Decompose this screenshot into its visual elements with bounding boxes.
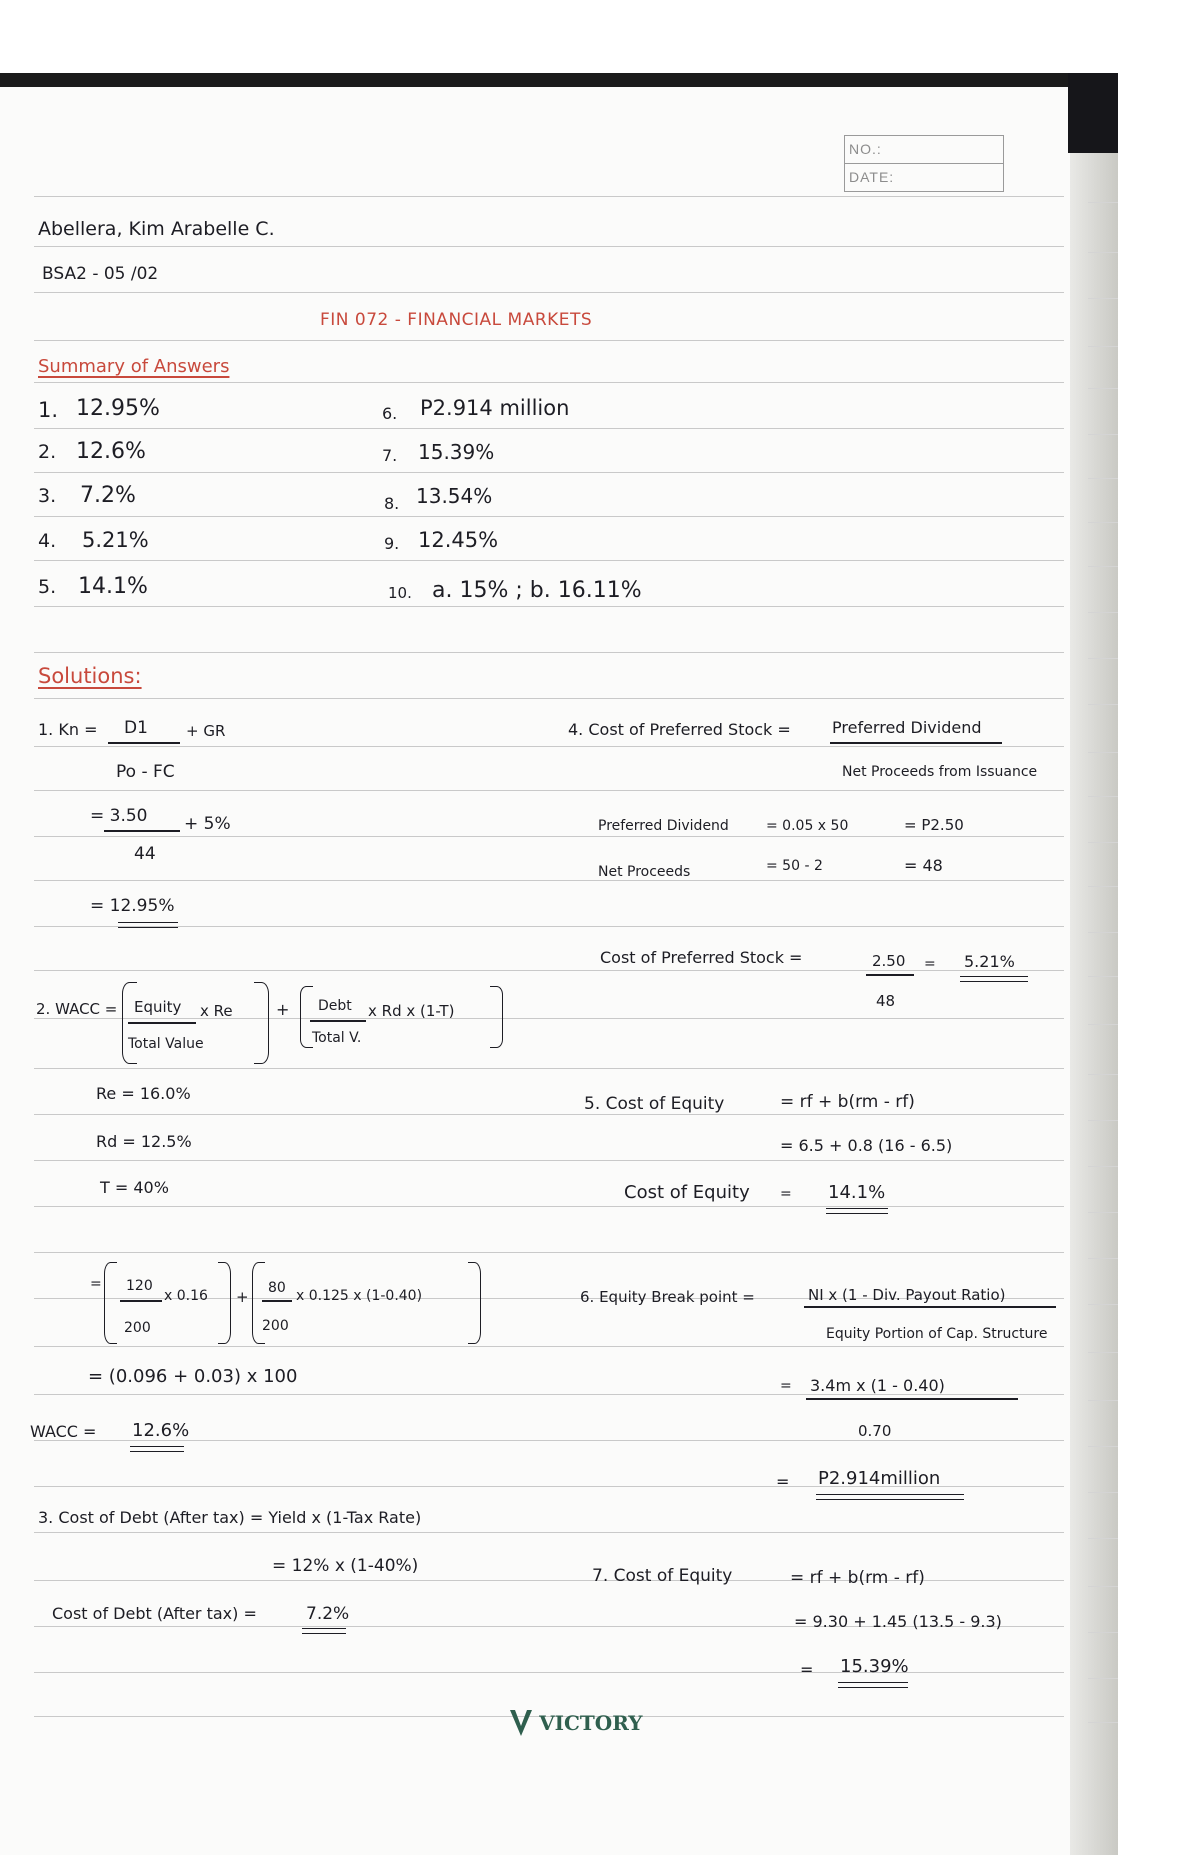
- solutions-title: Solutions:: [38, 664, 142, 688]
- ruled-line-edge: [1088, 1212, 1118, 1213]
- s6-step-numerator: 3.4m x (1 - 0.40): [810, 1376, 945, 1395]
- course-title: FIN 072 - FINANCIAL MARKETS: [320, 310, 593, 330]
- ruled-line-edge: [1088, 1492, 1118, 1493]
- ruled-line: [34, 1346, 1064, 1347]
- ruled-line: [34, 1206, 1064, 1207]
- s2-t: T = 40%: [100, 1178, 169, 1197]
- ruled-line: [34, 560, 1064, 561]
- s5-result-label: Cost of Equity: [624, 1182, 750, 1203]
- ruled-line: [34, 292, 1064, 293]
- s2-sub-eq-den: 200: [124, 1320, 151, 1336]
- s2-debt-mult: x Rd x (1-T): [368, 1002, 455, 1020]
- ruled-line-edge: [1088, 434, 1118, 435]
- summary-item-answer: 7.2%: [80, 483, 136, 508]
- s2-debt-bar: [310, 1020, 366, 1022]
- s1-step-denominator: 44: [134, 844, 156, 864]
- ruled-line-edge: [1088, 886, 1118, 887]
- ruled-line-edge: [1088, 932, 1118, 933]
- s3-line2: = 12% x (1-40%): [272, 1556, 419, 1576]
- ruled-line-edge: [1088, 1400, 1118, 1401]
- ruled-line-edge: [1088, 566, 1118, 567]
- ruled-line: [34, 428, 1064, 429]
- ruled-line: [34, 472, 1064, 473]
- ruled-line: [34, 1672, 1064, 1673]
- scan-corner: [1068, 73, 1118, 153]
- s2-sub-paren-left-1: [104, 1262, 117, 1344]
- s5-double-underline: [826, 1208, 888, 1214]
- ruled-line-edge: [1088, 346, 1118, 347]
- ruled-line: [34, 1532, 1064, 1533]
- s4-np-result: = 48: [904, 856, 943, 875]
- s6-step-eq: =: [780, 1378, 792, 1394]
- s2-sub-plus: +: [236, 1288, 249, 1306]
- summary-item-answer: 15.39%: [418, 440, 495, 464]
- s7-formula: = rf + b(rm - rf): [790, 1568, 925, 1588]
- ruled-line: [34, 926, 1064, 927]
- s7-result-eq: =: [800, 1660, 814, 1679]
- s3-result-label: Cost of Debt (After tax) =: [52, 1604, 257, 1623]
- s2-plus: +: [276, 1000, 290, 1019]
- ruled-line: [34, 1160, 1064, 1161]
- ruled-line: [34, 606, 1064, 607]
- s4-final-den: 48: [876, 992, 896, 1010]
- s2-sub-debt-bar: [262, 1300, 292, 1302]
- victory-v-icon: [508, 1708, 534, 1738]
- ruled-line: [34, 652, 1064, 653]
- ruled-line: [34, 1068, 1064, 1069]
- page-edge-shadow: [1070, 73, 1118, 1855]
- ruled-line-edge: [1088, 1352, 1118, 1353]
- s6-fraction-bar: [804, 1306, 1056, 1308]
- s2-result-label: WACC =: [30, 1422, 97, 1441]
- s1-step-fraction-bar: [104, 830, 180, 832]
- s2-paren-right-2: [490, 986, 503, 1048]
- s5-formula: = rf + b(rm - rf): [780, 1092, 915, 1112]
- s2-sub-debt-mult: x 0.125 x (1-0.40): [296, 1288, 423, 1304]
- ruled-line-edge: [1088, 1074, 1118, 1075]
- s4-denominator: Net Proceeds from Issuance: [842, 764, 1038, 780]
- ruled-line-edge: [1088, 1632, 1118, 1633]
- s4-final-result: 5.21%: [964, 952, 1015, 971]
- s7-result: 15.39%: [840, 1656, 909, 1677]
- ruled-line-edge: [1088, 522, 1118, 523]
- s4-final-bar: [866, 974, 914, 976]
- ruled-line-edge: [1088, 202, 1118, 203]
- s1-fraction-bar: [108, 742, 180, 744]
- s1-double-underline: [118, 922, 178, 928]
- ruled-line: [34, 382, 1064, 383]
- no-date-box: [844, 135, 1004, 192]
- ruled-line-edge: [1088, 252, 1118, 253]
- s2-equity-den: Total Value: [128, 1036, 204, 1052]
- student-name: Abellera, Kim Arabelle C.: [38, 218, 275, 240]
- s2-double-underline: [130, 1446, 184, 1452]
- summary-title: Summary of Answers: [38, 356, 230, 377]
- ruled-line-edge: [1088, 658, 1118, 659]
- s2-re: Re = 16.0%: [96, 1084, 191, 1103]
- ruled-line: [34, 246, 1064, 247]
- s2-debt-den: Total V.: [312, 1030, 362, 1046]
- victory-brand-text: VICTORY: [539, 1711, 643, 1735]
- summary-item-answer: 12.95%: [76, 396, 160, 421]
- s2-result: 12.6%: [132, 1420, 190, 1441]
- s2-sub-debt-den: 200: [262, 1318, 289, 1334]
- s2-step: = (0.096 + 0.03) x 100: [88, 1366, 298, 1387]
- s6-result: P2.914million: [818, 1468, 941, 1489]
- summary-item-answer: 12.6%: [76, 439, 146, 464]
- s1-result: = 12.95%: [90, 896, 175, 916]
- s6-numerator: NI x (1 - Div. Payout Ratio): [808, 1286, 1006, 1304]
- s3-double-underline: [302, 1628, 346, 1634]
- ruled-line-edge: [1088, 612, 1118, 613]
- ruled-line-edge: [1088, 1538, 1118, 1539]
- s6-result-eq: =: [776, 1472, 790, 1491]
- ruled-line: [34, 1252, 1064, 1253]
- ruled-line-edge: [1088, 842, 1118, 843]
- s2-sub-eq-sign: =: [90, 1276, 102, 1292]
- s2-sub-debt-num: 80: [268, 1280, 286, 1296]
- s7-sub: = 9.30 + 1.45 (13.5 - 9.3): [794, 1612, 1002, 1631]
- section: BSA2 - 05 /02: [42, 264, 159, 284]
- s2-sub-paren-right-2: [468, 1262, 481, 1344]
- s5-result: 14.1%: [828, 1182, 886, 1203]
- s1-plus-gr: + GR: [186, 722, 226, 740]
- ruled-line-edge: [1088, 1258, 1118, 1259]
- ruled-line: [34, 516, 1064, 517]
- summary-item-answer: P2.914 million: [420, 396, 570, 420]
- ruled-line: [34, 1018, 1064, 1019]
- ruled-line-edge: [1088, 1166, 1118, 1167]
- ruled-line-edge: [1088, 298, 1118, 299]
- s7-double-underline: [838, 1682, 908, 1688]
- ruled-line: [34, 970, 1064, 971]
- s1-denominator: Po - FC: [116, 762, 175, 782]
- ruled-line-edge: [1088, 1120, 1118, 1121]
- s4-double-underline: [960, 976, 1028, 982]
- ruled-line-edge: [1088, 976, 1118, 977]
- s4-pd-result: = P2.50: [904, 816, 964, 834]
- s4-numerator: Preferred Dividend: [832, 718, 982, 737]
- s2-sub-eq-num: 120: [126, 1278, 153, 1294]
- ruled-line: [34, 196, 1064, 197]
- date-label: DATE:: [845, 163, 1003, 190]
- s2-equity-mult: x Re: [200, 1002, 233, 1020]
- s1-step-plus: + 5%: [184, 814, 231, 834]
- s4-np-label: Net Proceeds: [598, 864, 691, 880]
- s4-pd-label: Preferred Dividend: [598, 818, 729, 834]
- summary-item-answer: a. 15% ; b. 16.11%: [432, 578, 642, 603]
- s2-sub-eq-bar: [120, 1300, 162, 1302]
- s1-label: 1. Kn =: [38, 720, 98, 739]
- s3-line1: 3. Cost of Debt (After tax) = Yield x (1-Tax Rate): [38, 1508, 422, 1527]
- ruled-line-edge: [1088, 1024, 1118, 1025]
- s4-final-num: 2.50: [872, 952, 906, 970]
- s2-sub-eq-mult: x 0.16: [164, 1288, 208, 1304]
- no-label: NO.:: [849, 141, 882, 157]
- s4-label: 4. Cost of Preferred Stock =: [568, 720, 791, 739]
- victory-logo: [508, 1708, 642, 1738]
- ruled-line-edge: [1088, 704, 1118, 705]
- s6-denominator: Equity Portion of Cap. Structure: [826, 1326, 1048, 1342]
- s5-label: 5. Cost of Equity: [584, 1094, 725, 1114]
- s2-equity-num: Equity: [134, 998, 182, 1016]
- ruled-line: [34, 746, 1064, 747]
- s6-label: 6. Equity Break point =: [580, 1288, 755, 1306]
- summary-item-num: 5.: [38, 576, 57, 598]
- ruled-line-edge: [1088, 1678, 1118, 1679]
- ruled-line-edge: [1088, 1304, 1118, 1305]
- s2-equity-bar: [128, 1022, 196, 1024]
- s7-label: 7. Cost of Equity: [592, 1566, 733, 1586]
- summary-item-num: 7.: [382, 446, 398, 465]
- ruled-line-edge: [1088, 478, 1118, 479]
- ruled-line-edge: [1088, 1446, 1118, 1447]
- summary-item-num: 4.: [38, 530, 57, 552]
- s6-step-denominator: 0.70: [858, 1422, 892, 1440]
- summary-item-answer: 12.45%: [418, 528, 499, 552]
- s2-rd: Rd = 12.5%: [96, 1132, 192, 1151]
- summary-item-num: 10.: [388, 584, 412, 602]
- ruled-line: [34, 1114, 1064, 1115]
- s4-final-label: Cost of Preferred Stock =: [600, 948, 803, 967]
- s4-final-eq: =: [924, 956, 936, 972]
- ruled-line-edge: [1088, 752, 1118, 753]
- ruled-line: [34, 698, 1064, 699]
- s3-result: 7.2%: [306, 1604, 350, 1624]
- scan-top-border: [0, 73, 1118, 87]
- s2-sub-paren-right-1: [218, 1262, 231, 1344]
- ruled-line: [34, 790, 1064, 791]
- summary-item-num: 8.: [384, 494, 400, 513]
- summary-item-num: 6.: [382, 404, 398, 423]
- s6-step-bar: [806, 1398, 1018, 1400]
- summary-item-num: 3.: [38, 485, 57, 507]
- s4-pd-calc: = 0.05 x 50: [766, 818, 849, 834]
- ruled-line: [34, 340, 1064, 341]
- s2-label: 2. WACC =: [36, 1000, 118, 1018]
- s4-fraction-bar: [830, 742, 1002, 744]
- summary-item-answer: 5.21%: [82, 528, 149, 552]
- summary-item-answer: 13.54%: [416, 484, 493, 508]
- summary-item-num: 2.: [38, 441, 57, 463]
- summary-item-answer: 14.1%: [78, 574, 148, 599]
- summary-item-num: 9.: [384, 534, 400, 553]
- s4-np-calc: = 50 - 2: [766, 858, 823, 874]
- s1-step-numerator: = 3.50: [90, 806, 148, 826]
- ruled-line-edge: [1088, 796, 1118, 797]
- s5-sub: = 6.5 + 0.8 (16 - 6.5): [780, 1136, 953, 1155]
- s6-double-underline: [816, 1494, 964, 1500]
- s5-result-eq: =: [780, 1186, 792, 1202]
- s2-debt-num: Debt: [318, 998, 352, 1014]
- ruled-line: [34, 836, 1064, 837]
- ruled-line-edge: [1088, 1722, 1118, 1723]
- ruled-line: [34, 880, 1064, 881]
- ruled-line-edge: [1088, 1586, 1118, 1587]
- ruled-line-edge: [1088, 388, 1118, 389]
- s1-numerator: D1: [124, 718, 148, 738]
- summary-item-num: 1.: [38, 398, 59, 422]
- s2-paren-right-1: [254, 982, 269, 1064]
